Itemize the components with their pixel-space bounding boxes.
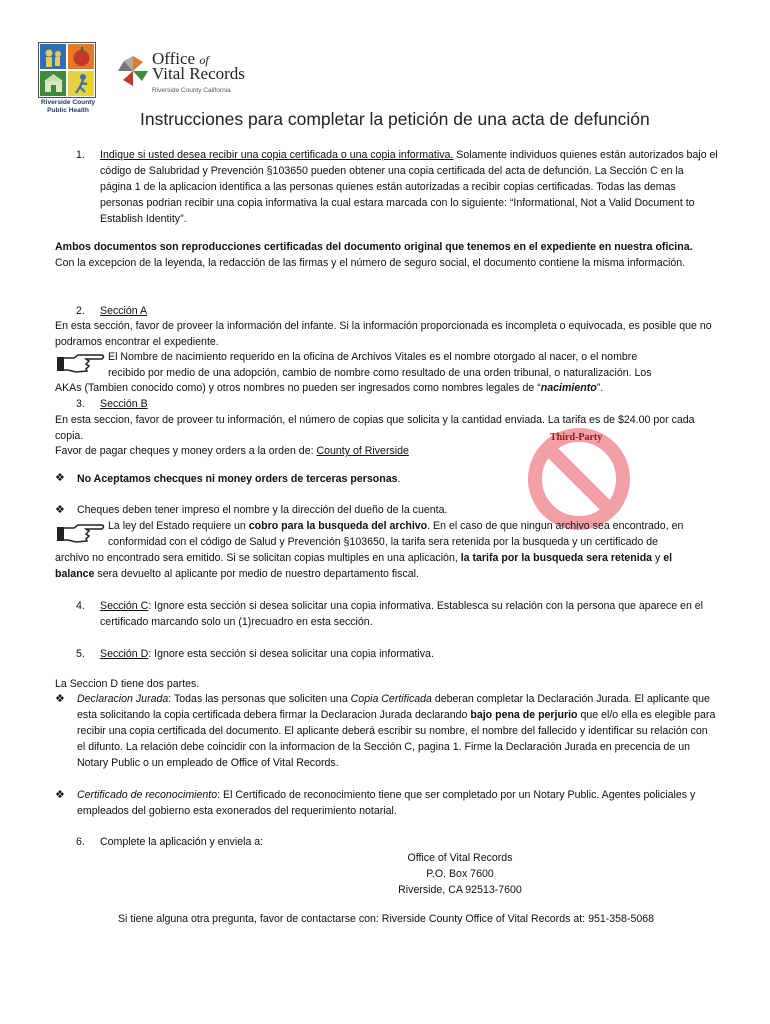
pinwheel-icon [116,54,150,88]
item1-number: 1. [76,149,85,161]
item4-paragraph: Sección C: Ignore esta sección si desea solicitar una copia informativa. Establesca su relación con la persona que aparece en el certificado marcando solo un (1)recuadro en esta sección. [100,600,704,628]
item3-payable: Favor de pagar cheques y money orders a la orden de: County of Riverside [55,445,409,457]
stamp-label: Third-Party [550,432,603,443]
logo-quadrant-apple [68,44,94,69]
county-logo-caption: Riverside County Public Health [40,99,96,114]
diamond-bullet-icon: ❖ [55,504,65,516]
item1-paragraph [100,148,718,228]
certificate-paragraph: Certificado de reconocimiento: El Certificado de reconocimiento tiene que ser completado por un Notary Public. Agentes policiales y empleados del gobierno esta exonerados del requerimiento notarial. [77,789,696,817]
law-line3: archivo no encontrado sera emitido. Si se solicitan copias multiples en una aplicación, la tarifa por la busqueda sera retenida y el [55,552,673,564]
item6-number: 6. [76,836,85,848]
law-line4: balance sera devuelto al aplicante por medio de nuestro departamento fiscal. [55,568,419,580]
item2-note-line2: recibido por medio de una adopción, cambio de nombre como resultado de una orden tribunal, o naturalización. Los [108,367,652,379]
item2-number: 2. [76,305,85,317]
both-docs-text: Con la excepcion de la leyenda, la redacción de las firmas y el número de seguro social, el documento contiene la misma información. [55,257,686,269]
diamond-bullet-icon: ❖ [55,693,65,705]
law-line1: La ley del Estado requiere un cobro para la busqueda del archivo. En el caso de que ningun archivo sea encontrado, en [108,520,684,532]
declaration-paragraph: Declaracion Jurada: Todas las personas que soliciten una Copia Certificada deberan completar la Declaración Jurada. El aplicante que esta solicitando la copia certificada debera firmar la Declaracion Jurada declarando bajo pena de perjurio que el/o ella es elegible para recibir una copia certificada del documento. El aplicante deberá escribir su nombre, el nombre del fallecido y identificar su relación con el difunto. La relación debe coincidir con la informacion de la Sección C, pagina 1. Firme la Declaración Jurada en precencia de un Notary Public o un empleado de Office of Vital Records. [77,693,716,769]
logo-quadrant-family [40,44,66,69]
payable-to-link: County of Riverside [316,445,409,457]
logo-quadrant-building [40,71,66,96]
contact-info: Si tiene alguna otra pregunta, favor de contactarse con: Riverside County Office of Vital Records at: 951-358-5068 [117,913,655,925]
item3-text: En esta seccion, favor de proveer tu información, el número de copias que solicita y la cantidad enviada. La tarifa es de $24.00 por cada copia. [55,414,695,442]
item6-text: Complete la aplicación y enviela a: [100,836,264,848]
item2-note-line1: El Nombre de nacimiento requerido en la oficina de Archivos Vitales es el nombre otorgado al nacer, o el nombre [108,351,638,363]
item4-number: 4. [76,600,85,612]
logo-quadrant-runner [68,71,94,96]
law-line2: conformidad con el código de Salud y Prevención §103650, la tarifa sera retenida por la busqueda y un certificado de [108,536,659,548]
pointing-hand-icon [56,350,106,376]
office-vital-records-logo [116,50,256,96]
both-docs-bold: Ambos documentos son reproducciones certificadas del documento original que tenemos en el expediente en nuestra oficina. [55,241,693,253]
section-d-intro: La Seccion D tiene dos partes. [55,678,200,690]
cheque-requirement: Cheques deben tener impreso el nombre y la dirección del dueño de la cuenta. [77,504,448,516]
item2-note-line3: AKAs (Tambien conocido como) y otros nombres no pueden ser ingresados como nombres legales de “nacimiento”. [55,382,604,394]
county-public-health-logo [38,42,98,120]
mailing-address: Office of Vital Records P.O. Box 7600 Riverside, CA 92513-7600 [398,852,522,896]
diamond-bullet-icon: ❖ [55,789,65,801]
item3-heading: Sección B [100,398,148,410]
no-third-party-stamp [524,424,634,534]
item5-paragraph: Sección D: Ignore esta sección si desea solicitar una copia informativa. [100,648,434,660]
item3-number: 3. [76,398,85,410]
item5-number: 5. [76,648,85,660]
diamond-bullet-icon: ❖ [55,472,65,484]
item1-underlined: Indique si usted desea recibir una copia certificada o una copia informativa. [100,149,454,161]
page-title: Instrucciones para completar la petición de una acta de defunción [140,109,650,129]
item1-text: Solamente individuos quienes están autorizados bajo el código de Salubridad y Prevención §103650 pueden obtener una copia certificada del acta de defunción. La Sección C en la página 1 de la aplicacion identifica a las personas quienes están autorizadas a recibir copias certificadas. Todas las demas personas podrian recibir una copia informativa la cual estara marcada con lo siguiente: “Informational, Not a Valid Document to Establish Identity”. [100,149,718,225]
office-logo-line2: Vital Records [152,64,245,83]
pointing-hand-icon [56,520,106,546]
item2-text: En esta sección, favor de proveer la información del infante. Si la información proporcionada es incompleta o equivocada, es posible que no podramos encontrar el expediente. [55,320,712,348]
item2-heading: Sección A [100,305,148,317]
office-logo-line1: Office of [152,49,209,68]
office-logo-subtitle: Riverside County California [152,87,231,94]
no-third-party-notice: No Aceptamos checques ni money orders de terceras personas. [77,473,401,485]
